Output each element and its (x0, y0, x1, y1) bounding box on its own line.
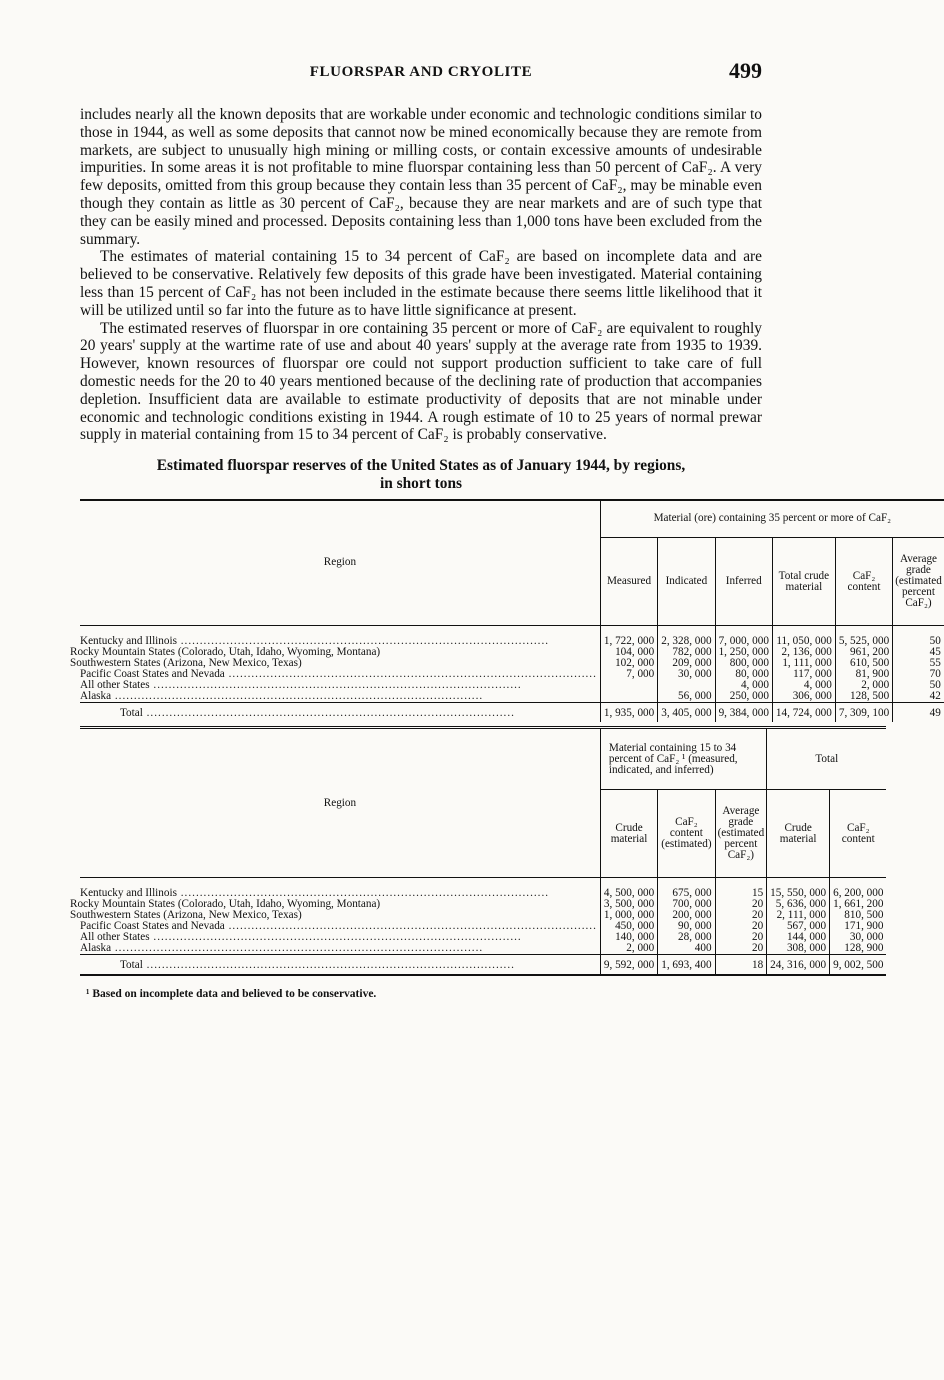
table-cell: 20 (715, 921, 767, 932)
reserves-table-low-grade (70, 726, 886, 976)
table-cell: 42 (893, 691, 944, 703)
table-row (80, 943, 886, 955)
table-cell: 80, 000 (715, 669, 772, 680)
table-cell: 9, 384, 000 (715, 703, 772, 723)
total-label: Total ..... (120, 960, 597, 971)
running-title: FLUORSPAR AND CRYOLITE (309, 64, 533, 80)
table-cell: 4, 500, 000 (600, 888, 657, 899)
body-text (80, 106, 762, 444)
region-name: Southwestern States (Arizona, New Mexico, Texas) (70, 657, 302, 670)
table-cell: 1, 722, 000 (600, 636, 657, 647)
table-cell: 400 (658, 943, 715, 955)
table-cell (600, 691, 657, 703)
table-cell: 30, 000 (658, 669, 715, 680)
table-cell: 4, 000 (772, 680, 835, 691)
region-name: Southwestern States (Arizona, New Mexico, Texas) (70, 909, 302, 922)
table-cell: 2, 000 (600, 943, 657, 955)
table-cell: 9, 002, 500 (830, 955, 887, 976)
table-cell: 2, 000 (835, 680, 892, 691)
table-cell: 5, 525, 000 (835, 636, 892, 647)
table-cell: 55 (893, 658, 944, 669)
table-cell: 144, 000 (767, 932, 830, 943)
region-name: Pacific Coast States and Nevada ..... (80, 921, 597, 932)
region-name: All other States ..... (80, 680, 597, 691)
table-cell (600, 680, 657, 691)
table-cell: 128, 500 (835, 691, 892, 703)
total-label: Total ..... (120, 708, 597, 719)
region-name: Kentucky and Illinois ..... (80, 636, 597, 647)
table-cell: 6, 200, 000 (830, 888, 887, 899)
table2-col-header: Crude material (767, 790, 830, 878)
table-cell: 24, 316, 000 (767, 955, 830, 976)
table-cell: 20 (715, 899, 767, 910)
table-cell: 56, 000 (658, 691, 715, 703)
table-total-row (80, 703, 944, 723)
table-cell: 102, 000 (600, 658, 657, 669)
table-cell: 810, 500 (830, 910, 887, 921)
table2-col-header: CaF₂ content (estimated) (658, 790, 715, 878)
running-head (80, 58, 762, 88)
table-cell: 20 (715, 910, 767, 921)
table-cell: 961, 200 (835, 647, 892, 658)
paragraph-1: includes nearly all the known deposits that are workable under economic and technologic conditions similar to those in 1944, as well as some deposits that cannot now be mined economically because they are remote from markets, are subject to unusually high mining or milling costs, or contain excessive amounts of undesirable impurities. In some areas it is not profitable to mine fluorspar containing less than 50 percent of CaF₂. A very few deposits, omitted from this group because they contain less than 35 percent of CaF₂, may be minable even though they contain as little as 30 percent of CaF₂, because they are near markets and are of such type that they can be easily mined and processed. Deposits containing less than 1,000 tons have been excluded from the summary. (80, 106, 762, 248)
table-cell: 4, 000 (715, 680, 772, 691)
table-title (80, 457, 762, 493)
table-cell: 30, 000 (830, 932, 887, 943)
table-cell: 1, 661, 200 (830, 899, 887, 910)
table-cell: 14, 724, 000 (772, 703, 835, 723)
table-cell: 308, 000 (767, 943, 830, 955)
table-cell: 81, 900 (835, 669, 892, 680)
table-cell: 5, 636, 000 (767, 899, 830, 910)
table-cell: 7, 000, 000 (715, 636, 772, 647)
table-cell: 140, 000 (600, 932, 657, 943)
table-cell: 450, 000 (600, 921, 657, 932)
page-number: 499 (729, 58, 762, 83)
table-cell: 2, 111, 000 (767, 910, 830, 921)
table1-col-header: Measured (600, 538, 657, 626)
table-cell: 18 (715, 955, 767, 976)
region-name: Pacific Coast States and Nevada ..... (80, 669, 597, 680)
table-row (80, 691, 944, 703)
table1-group-header: Material (ore) containing 35 percent or more of CaF₂ (600, 500, 943, 538)
table-cell: 1, 693, 400 (658, 955, 715, 976)
table-cell: 50 (893, 680, 944, 691)
table-cell: 1, 935, 000 (600, 703, 657, 723)
table-cell: 45 (893, 647, 944, 658)
table-cell: 3, 405, 000 (658, 703, 715, 723)
page (70, 58, 942, 1001)
table-title-line-2: in short tons (379, 474, 463, 492)
table-cell: 117, 000 (772, 669, 835, 680)
table-cell: 1, 000, 000 (600, 910, 657, 921)
table-cell: 1, 250, 000 (715, 647, 772, 658)
table1-col-header: Total crude material (772, 538, 835, 626)
table-cell: 3, 500, 000 (600, 899, 657, 910)
table-cell: 20 (715, 943, 767, 955)
table-cell: 800, 000 (715, 658, 772, 669)
table1-region-header: Region (80, 500, 600, 626)
table-cell: 2, 328, 000 (658, 636, 715, 647)
region-name: Rocky Mountain States (Colorado, Utah, Idaho, Wyoming, Montana) (70, 646, 381, 659)
table-cell: 1, 111, 000 (772, 658, 835, 669)
table-cell: 209, 000 (658, 658, 715, 669)
table-cell: 49 (893, 703, 944, 723)
table-cell: 7, 000 (600, 669, 657, 680)
table2-col-header: Average grade (estimated percent CaF₂) (715, 790, 767, 878)
table-cell: 15 (715, 888, 767, 899)
table-cell: 128, 900 (830, 943, 887, 955)
table-cell: 250, 000 (715, 691, 772, 703)
table2-region-header: Region (80, 728, 600, 878)
table1-col-header: CaF₂ content (835, 538, 892, 626)
region-name: Kentucky and Illinois ..... (80, 888, 597, 899)
table-cell: 7, 309, 100 (835, 703, 892, 723)
table-cell: 70 (893, 669, 944, 680)
footnote: ¹ Based on incomplete data and believed to be conservative. (86, 988, 377, 1001)
table2-col-header: Crude material (600, 790, 657, 878)
paragraph-3: The estimated reserves of fluorspar in ore containing 35 percent or more of CaF₂ are equivalent to roughly 20 years' supply at the wartime rate of use and about 40 years' supply at the average rate from 1935 to 1939. However, known resources of fluorspar ore could not support production sufficient to take care of full domestic needs for the 20 to 40 years mentioned because of the declining rate of production that accompanies depletion. Insufficient data are available to estimate productivity of deposits that are not minable under economic and technologic conditions existing in 1944. A rough estimate of 10 to 25 years of normal prewar supply in material containing from 15 to 34 percent of CaF₂ is probably conservative. (80, 319, 762, 444)
table2-col-header: CaF₂ content (830, 790, 887, 878)
table-cell: 28, 000 (658, 932, 715, 943)
reserves-table-high-grade (70, 499, 944, 723)
table-cell: 50 (893, 636, 944, 647)
table-cell: 15, 550, 000 (767, 888, 830, 899)
region-name: Alaska ..... (80, 691, 597, 702)
table-cell: 2, 136, 000 (772, 647, 835, 658)
region-name: All other States ..... (80, 932, 597, 943)
table-cell: 610, 500 (835, 658, 892, 669)
table-total-row (80, 955, 886, 976)
table-cell: 9, 592, 000 (600, 955, 657, 976)
table-cell: 11, 050, 000 (772, 636, 835, 647)
region-name: Alaska ..... (80, 943, 597, 954)
table1-col-header: Average grade (estimated percent CaF₂) (893, 538, 944, 626)
table-cell: 20 (715, 932, 767, 943)
paragraph-2: The estimates of material containing 15 to 34 percent of CaF₂ are based on incomplete data and are believed to be conservative. Relatively few deposits of this grade have been investigated. Material containing less than 15 percent of CaF₂ has not been included in the estimate because there seems little likelihood that it will be utilized until so far into the future as to have little significance at present. (80, 248, 762, 319)
table1-col-header: Indicated (658, 538, 715, 626)
table-cell: 567, 000 (767, 921, 830, 932)
table-title-line-1: Estimated fluorspar reserves of the United States as of January 1944, by regions, (156, 457, 686, 475)
table-cell: 104, 000 (600, 647, 657, 658)
table-cell: 200, 000 (658, 910, 715, 921)
table-cell: 700, 000 (658, 899, 715, 910)
table1-col-header: Inferred (715, 538, 772, 626)
table-cell: 306, 000 (772, 691, 835, 703)
table-cell: 90, 000 (658, 921, 715, 932)
region-name: Rocky Mountain States (Colorado, Utah, Idaho, Wyoming, Montana) (70, 898, 381, 911)
table-cell: 675, 000 (658, 888, 715, 899)
table-cell: 782, 000 (658, 647, 715, 658)
table2-group2-header: Total (767, 728, 887, 790)
table-cell: 171, 900 (830, 921, 887, 932)
table2-group1-header: Material containing 15 to 34 percent of CaF₂ ¹ (measured, indicated, and inferred) (600, 728, 766, 790)
